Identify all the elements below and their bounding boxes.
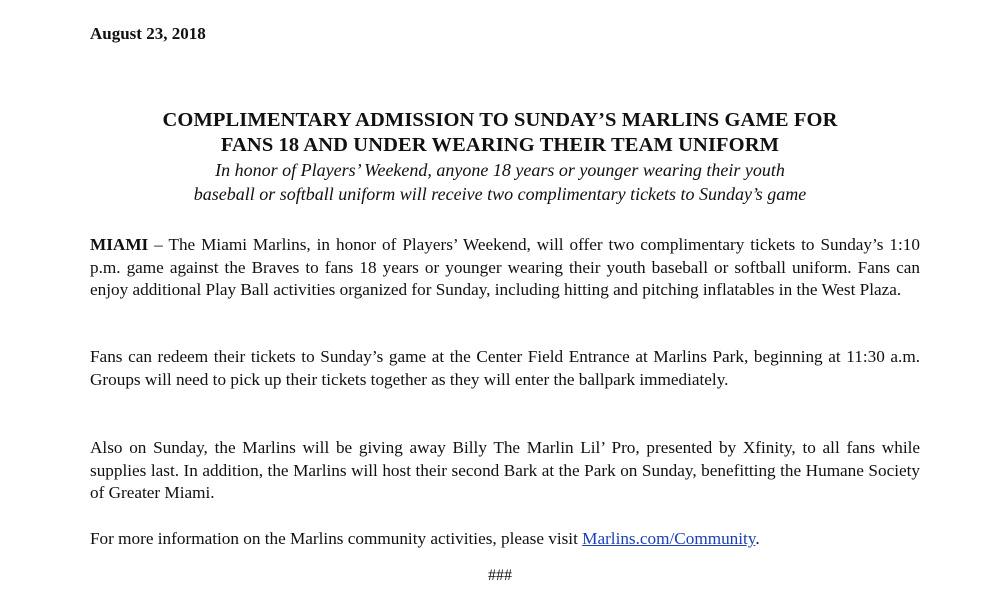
subheadline-line-2: baseball or softball uniform will receive two complimentary tickets to Sunday’s game: [193, 184, 807, 204]
paragraph-redeem: Fans can redeem their tickets to Sunday’s game at the Center Field Entrance at Marlins Park, beginning at 11:30 a.m. Groups will need to pick up their tickets together as they will enter the ballpark immediately.: [90, 347, 920, 389]
more-info-text: For more information on the Marlins community activities, please visit: [90, 529, 583, 548]
more-info-period: .: [755, 529, 760, 548]
headline-line-2: FANS 18 AND UNDER WEARING THEIR TEAM UNIFORM: [220, 134, 780, 156]
subheadline: [80, 158, 920, 206]
paragraph-intro: [90, 234, 920, 302]
headline-line-1: COMPLIMENTARY ADMISSION TO SUNDAY’S MARLINS GAME FOR: [162, 109, 838, 131]
release-date: August 23, 2018: [90, 24, 206, 43]
subheadline-line-1: In honor of Players’ Weekend, anyone 18 years or younger wearing their youth: [215, 160, 785, 180]
community-link[interactable]: Marlins.com/Community: [582, 529, 756, 548]
end-mark: ###: [488, 567, 512, 584]
paragraph-more-info: [90, 528, 920, 551]
paragraph-giveaway: Also on Sunday, the Marlins will be giving away Billy The Marlin Lil’ Pro, presented by Xfinity, to all fans while supplies last. In addition, the Marlins will host their second Bark at the Park on Sunday, benefitting the Humane Society of Greater Miami.: [90, 438, 920, 502]
paragraph-intro-text: – The Miami Marlins, in honor of Players’ Weekend, will offer two complimentary tickets to Sunday’s 1:10 p.m. game against the Braves to fans 18 years or younger wearing their youth baseball or softball uniform. Fans can enjoy additional Play Ball activities organized for Sunday, including hitting and pitching inflatables in the West Plaza.: [90, 235, 920, 299]
headline: [80, 108, 920, 158]
dateline: MIAMI: [90, 235, 149, 254]
